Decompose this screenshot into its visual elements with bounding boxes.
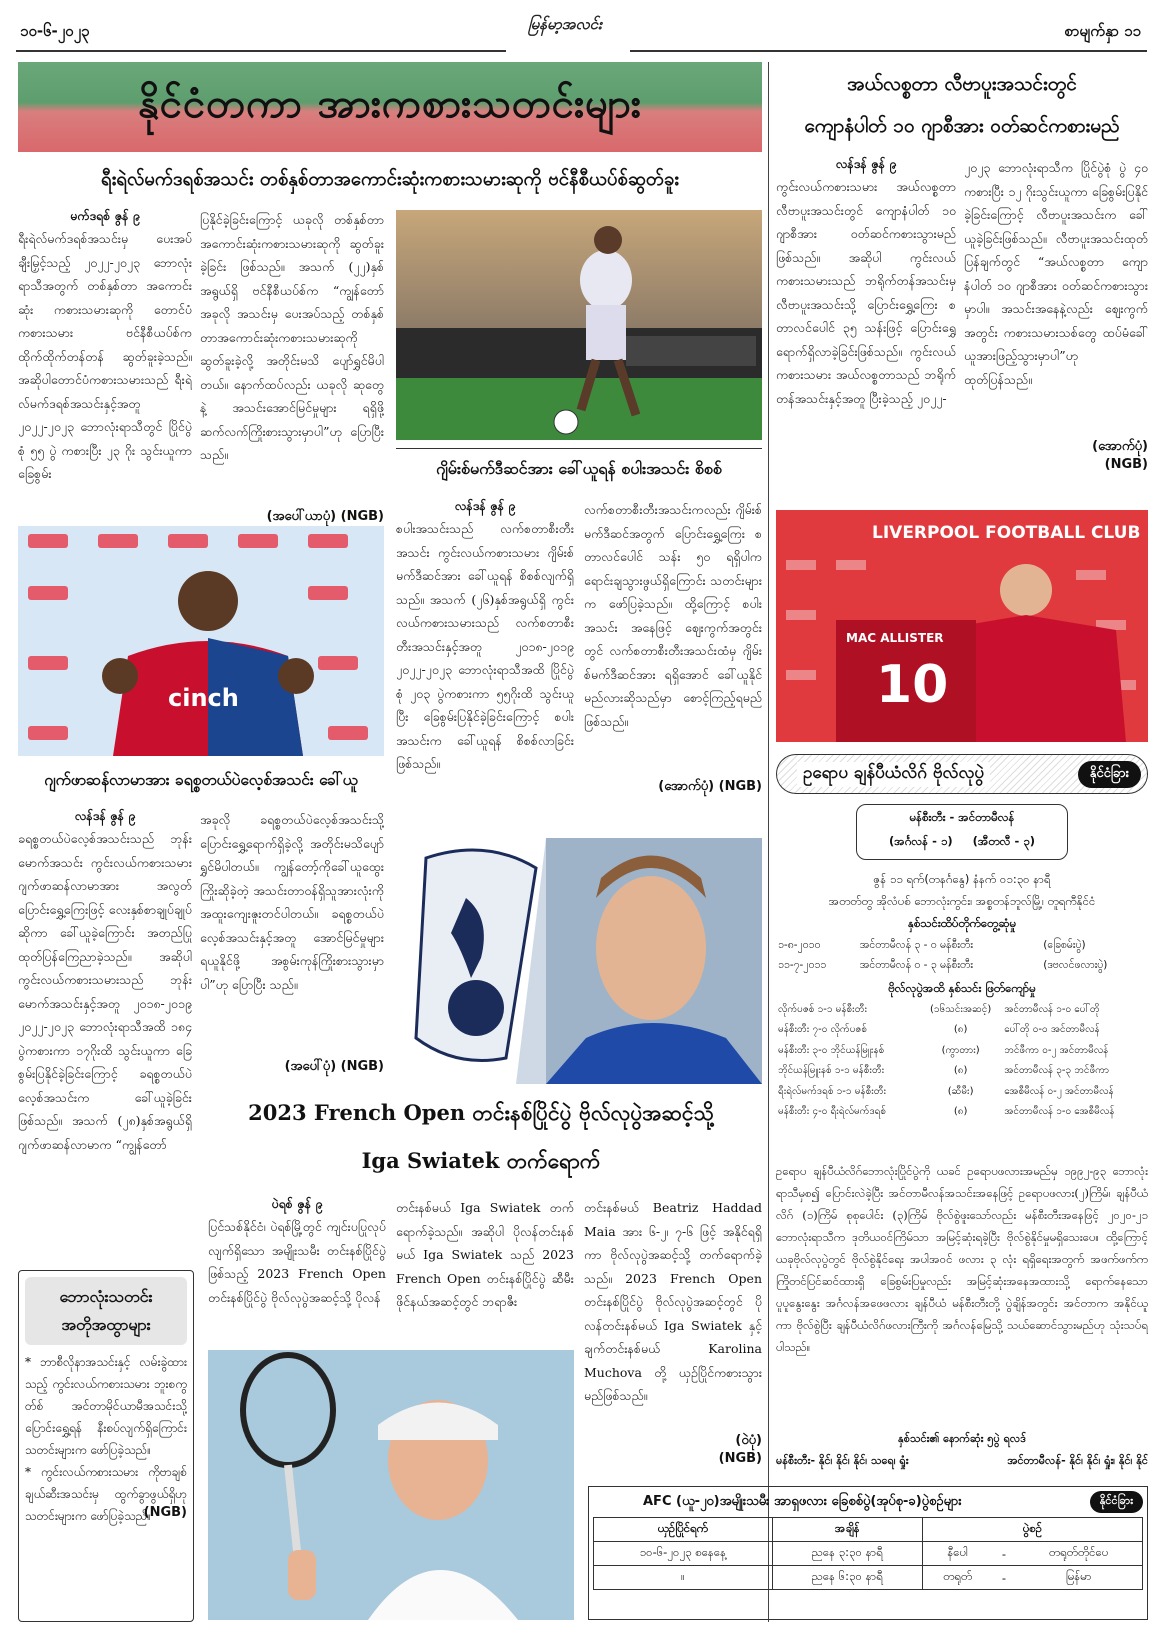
briefs-heading-line1: ဘောလုံးသတင်း [59,1287,153,1306]
path-right: ပေါ်တို ၀-၀ အင်တာမီလန် [1004,1024,1100,1036]
path-left: ဘိုင်ယန်မြူးနစ် ၁-၁ မန်စီးတီး [778,1065,885,1077]
h2h-date: ၁-၈-၂၀၁၀ [778,938,821,951]
story4-column-1 [208,1196,386,1335]
path-left: မန်စီးတီး ၄-၀ ရီးရဲလ်မက်ဒရစ် [778,1106,887,1118]
afc-time: ညနေ ၆:၃၀ နာရီ [772,1566,922,1590]
afc-date: ။ [594,1566,773,1590]
ucl-form-title: နှစ်သင်း၏ နောက်ဆုံး ၅ပွဲ ရလဒ် [898,1432,1026,1445]
afc-time: ညနေ ၃:၃၀ နာရီ [772,1542,922,1566]
afc-col-time: အချိန် [772,1518,922,1542]
path-left: လိုက်ပဇစ် ၁-၁ မန်စီးတီး [778,1003,867,1015]
story3-text-1: ခရစ္စတယ်ပဲလေ့စ်အသင်းသည် ဘုန်းမောက်အသင်း ကွင်းလယ်ကစားသမား ဂျက်ဖာဆန်လာမာအား အလွတ်ပြောင်းရွှေ့ကြေးဖြင့် လေးနှစ်စာချုပ်ချုပ်ဆိုကာ ခေါ်ယူခဲ့ကြောင်း အတည်ပြုထုတ်ပြန်ကြေညာခဲ့သည်။ အဆိုပါ ကွင်းလယ်ကစားသမားသည် ဘုန်းမောက်အသင်းနှင့်အတူ ၂၀၁၈-၂၀၁၉ ၂၀၂၂-၂၀၂၃ ဘောလုံးရာသီအထိ ၁၈၄ ပွဲကစားကာ ၁၇ဂိုးထိ သွင်းယူကာ ခြေစွမ်းပြနိုင်ခဲ့ခြင်းကြောင့် ခရစ္စတယ်ပဲလေ့စ်အသင်းက ခေါ်ယူခဲ့ခြင်းဖြစ်သည်။ အသက် (၂၈)နှစ်အရွယ်ရှိ ဂျက်ဖာဆန်လာမာက “ကျွန်တော် [18,831,192,1152]
story5-text-1: ကွင်းလယ်ကစားသမား အယ်လစ္စတာ လီဗာပူးအသင်းတွင် ကျောနံပါတ် ၁၀ ဂျာစီအား ဝတ်ဆင်ကစားသွားမည်ဖြစ်သည်။ အဆိုပါ ကွင်းလယ်ကစားသမားသည် ဘရိုက်တန်အသင်းမှ လီဗာပူးအသင်းသို့ ပြောင်းရွှေ့ကြေး စတာလင်ပေါင် ၃၅ သန်းဖြင့် ပြောင်းရွှေ့ရောက်ရှိလာခဲ့ခြင်းဖြစ်သည်။ ကွင်းလယ်ကစားသမား အယ်လစ္စတာသည် ဘရိုက်တန်အသင်းနှင့်အတူ ပြီးခဲ့သည့် ၂၀၂၂- [776,179,956,406]
story5-dateline: လန်ဒန် ဇွန် ၉ [835,156,897,171]
path-right: အင်တာမီလန် ၁-၀ ပေါ်တို [1004,1003,1100,1015]
page-date: ၁၀-၆-၂၀၂၃ [20,22,90,40]
story3-text-2: အခုလို ခရစ္စတယ်ပဲလေ့စ်အသင်းသို့ ပြောင်းရွှေ့ရောက်ရှိခဲ့လို့ အတိုင်းမသိပျော်ရွှင်မိပါတယ်။ ကျွန်တော့်ကိုခေါ်ယူထွေး ကြိုးဆိုခဲ့တဲ့ အသင်းတာဝန်ရှိသူအားလုံးကို အထူးကျေးဇူးတင်ပါတယ်။ ခရစ္စတယ်ပဲလေ့စ်အသင်းနှင့်အတူ အောင်မြင်မှုများရယူနိုင်ဖို့ အစွမ်းကုန်ကြိုးစားသွားမှာပါ”ဟု ပြောပြီး သည်။ [200,812,384,992]
svg-text:cinch: cinch [168,684,239,712]
shirt-number: 10 [876,655,949,715]
briefs-byline: (NGB) [143,1505,187,1520]
afc-vs: - [993,1542,1016,1566]
table-row [594,1542,1143,1566]
ucl-title-bar [776,754,1148,794]
photo-vinicius [396,210,762,440]
photo-lerma-art [18,526,384,756]
story1-column-1 [18,208,192,532]
path-stage: (၈) [953,1065,968,1077]
ucl-venue-line2: အတတ်တွ အိုလံပစ် ဘောလုံးကွင်း၊ အစ္စတန်ဘူလ်မြို့၊ တူရကီနိုင်ငံ [828,894,1096,908]
path-row [776,1081,1148,1102]
ucl-formation-b: (အီတလီ - ၃) [972,834,1035,848]
h2h-note: (ဒဗလင်ဖလားပွဲ) [1043,959,1108,972]
ucl-badge: နိုင်ငံခြား [1078,761,1141,788]
h2h-date: ၁၁-၇-၂၀၁၁ [778,959,827,972]
path-right: အင်တာမီလန် ၁-၀ အေစီမီလန် [1004,1106,1115,1118]
path-stage: (၁၆သင်းအဆင့်) [930,1003,992,1015]
story1-rule [396,448,762,449]
story2-byline: (အောက်ပုံ) (NGB) [658,779,762,794]
path-stage: (ကွာတား) [941,1044,980,1056]
path-stage: (၈) [953,1024,968,1036]
afc-col-match: ပွဲစဉ် [922,1518,1142,1542]
story2-text-1: စပါးအသင်းသည် လက်စတာစီးတီးအသင်း ကွင်းလယ်ကစားသမား ဂျိမ်းစ်မက်ဒီဆင်အား ခေါ်ယူရန် စိစစ်လျက်ရှိသည်။ အသက် (၂၆)နှစ်အရွယ်ရှိ ကွင်းလယ်ကစားသမားသည် လက်စတာစီးတီးအသင်းနှင့်အတူ ၂၀၁၈-၂၀၁၉ ၂၀၂၂-၂၀၂၃ ဘောလုံးရာသီအထိ ပြိုင်ပွဲစုံ ၂၀၃ ပွဲကစားကာ ၅၅ဂိုးထိ သွင်းယူပြီး ခြေစွမ်းပြနိုင်ခဲ့ခြင်းကြောင့် စပါးအသင်းက ခေါ်ယူရန် စိစစ်လာခြင်းဖြစ်သည်။ [396,521,574,771]
story4-column-2 [396,1196,574,1341]
story2-dateline: လန်ဒန် ဇွန် ၉ [454,498,516,513]
story4-column-3 [584,1196,762,1466]
afc-col-date: ယှဉ်ပြိုင်ရက် [594,1518,773,1542]
story4-headline-a: 2023 French Open တင်းနစ်ပြိုင်ပွဲ ဗိုလ်လုပွဲအဆင့်သို့ [248,1100,714,1125]
path-stage: (ဆီမီး) [947,1085,974,1097]
story1-dateline: မက်ဒရစ် ဇွန် ၉ [70,208,140,223]
story1-column-2 [200,208,384,527]
h2h-note: (ခြေစမ်းပွဲ) [1043,938,1086,951]
path-row [776,1040,1148,1061]
shirt-name: MAC ALLISTER [846,631,944,645]
ucl-h2h-table [776,936,1148,1122]
photo-maddison [396,838,762,1084]
photo-swiatek [208,1350,574,1620]
path-right: ဘင်ဖီကာ ၀-၂ အင်တာမီလန် [1004,1044,1109,1056]
story3-headline: ဂျက်ဖာဆန်လာမာအား ခရစ္စတယ်ပဲလေ့စ်အသင်း ခေါ်ယူ [44,771,358,789]
afc-home: နီပေါ [922,1542,992,1566]
story4-byline-b: (NGB) [718,1451,762,1466]
afc-header [593,1491,1143,1513]
header-rule-right [630,50,1147,52]
afc-home: တရုတ် [922,1566,992,1590]
briefs-heading [25,1277,187,1345]
path-right: အင်တာမီလန် ၃-၃ ဘင်ဖီကာ [1004,1065,1110,1077]
ucl-teams-box [856,804,1068,860]
ucl-form-a: မန်စီးတီး- နိုင်၊ နိုင်၊ နိုင်၊ သရေ၊ ရှုံး [776,1454,909,1467]
briefs-heading-line2: အတိုအထွာများ [61,1315,151,1334]
path-left: မန်စီးတီး ၃-၀ ဘိုင်ယန်မြူးနစ် [778,1044,885,1056]
story1-text-1: ရီးရဲလ်မက်ဒရစ်အသင်းမှ ပေးအပ်ချီးမြှင့်သည့် ၂၀၂၂-၂၀၂၃ ဘောလုံးရာသီအတွက် တစ်နှစ်တာ အကောင်းဆုံး ကစားသမားဆုကို တောင်ပံကစားသမား ဗင်နီစီယပ်စ်က ထိုက်ထိုက်တန်တန် ဆွတ်ခူးခဲ့သည်။ အဆိုပါတောင်ပံကစားသမားသည် ရီးရဲလ်မက်ဒရစ်အသင်းနှင့်အတူ ၂၀၂၂-၂၀၂၃ ဘောလုံးရာသီတွင် ပြိုင်ပွဲစုံ ၅၅ ပွဲ ကစားပြီး ၂၃ ဂိုး သွင်းယူကာ ခြေစွမ်း [18,231,192,481]
column-divider-main [768,62,769,1622]
ucl-formation [857,829,1067,853]
story4-text-2: တင်းနစ်မယ် Iga Swiatek တက်ရောက်ခဲ့သည်။ အဆိုပါ ပိုလန်တင်းနစ်မယ် Iga Swiatek သည် 2023 French Open တင်းနစ်ပြိုင်ပွဲ ဆီမီးဖိုင်နယ်အဆင့်တွင် ဘရာဇီး [396,1200,574,1309]
brief-item-1: * ဘာစီလိုနာအသင်းနှင့် လမ်းခွဲထားသည့် ကွင်းလယ်ကစားသမား ဘူးစကွတ်စ် အင်တာမိုင်ယာမီအသင်းသို့ ပြောင်းရွှေ့ရန် နီးစပ်လျက်ရှိကြောင်း သတင်းများက ဖော်ပြခဲ့သည်။ [25,1355,187,1457]
board-text: LIVERPOOL FOOTBALL CLUB [872,523,1141,543]
photo-macallister-art [776,510,1148,742]
story3-byline: (အပေါ်ပုံ) (NGB) [284,1059,384,1074]
path-row [776,999,1148,1020]
page-number: စာမျက်နှာ ၁၁ [1064,22,1141,40]
story2-headline: ဂျိမ်းစ်မက်ဒီဆင်အား ခေါ်ယူရန် စပါးအသင်း စိစစ် [436,459,722,478]
story5-headline-b: ကျောနံပါတ် ၁၀ ဂျာစီအား ဝတ်ဆင်ကစားမည် [804,115,1120,137]
ucl-title: ဥရောပ ချန်ပီယံလိဂ် ဗိုလ်လုပွဲ [797,762,990,787]
afc-title: AFC (ယူ-၂၀)အမျိုးသမီး အာရှဖလား ခြေစစ်ပွဲ(အုပ်စု-ခ)ပွဲစဉ်များ [643,1493,962,1509]
path-right: အေစီမီလန် ၀-၂ အင်တာမီလန် [1004,1085,1114,1097]
h2h-result: အင်တာမီလန် ၀ - ၃ မန်စီးတီး [859,959,973,972]
ucl-venue-line1: ဇွန် ၁၁ ရက်(တနင်္ဂနွေ) နံနက် ၀၁:၃၀ နာရီ [873,872,1051,886]
ucl-form [776,1428,1148,1472]
ucl-form-b: အင်တာမီလန်- နိုင်၊ နိုင်၊ ရှုံး၊ နိုင်၊ နိုင် [1007,1454,1148,1467]
afc-date: ၁၀-၆-၂၀၂၃ စနေနေ့ [594,1542,773,1566]
h2h-row [776,936,1148,957]
story2-column-1 [396,498,574,817]
photo-macallister [776,510,1148,742]
story3-column-2 [200,808,384,1077]
path-left: မန်စီးတီး ၇-၀ လိုက်ပဇစ် [778,1024,867,1036]
story5-column-2 [964,156,1148,472]
story5-byline-a: (အောက်ပုံ) [1092,439,1148,454]
briefs-box [18,1270,194,1622]
story5-headline-a: အယ်လစ္စတာ လီဗာပူးအသင်းတွင် [847,73,1077,95]
afc-vs: - [993,1566,1016,1590]
afc-header-row [594,1518,1143,1542]
story3-column-1 [18,808,192,1272]
photo-swiatek-art [208,1350,574,1620]
path-row [776,1102,1148,1123]
ucl-formation-a: (အင်္ဂလန် - ၁) [889,834,953,848]
masthead-logo [510,14,620,48]
ucl-form-row [776,1450,1148,1472]
afc-badge: နိုင်ငံခြား [1090,1491,1143,1513]
photo-vinicius-art [396,210,762,440]
story1-headline: ရီးရဲလ်မက်ဒရစ်အသင်း တစ်နှစ်တာအကောင်းဆုံးကစားသမားဆုကို ဗင်နီစီယပ်စ်ဆွတ်ခူး [101,169,679,190]
ucl-teams: မန်စီးတီး - အင်တာမီလန် [909,810,1015,824]
story1-byline: (အပေါ်ယာပုံ) (NGB) [266,509,384,524]
story4-headline-b: Iga Swiatek တက်ရောက် [361,1148,601,1173]
afc-away: တရုတ်တိုင်ပေ [1015,1542,1142,1566]
brief-item-2: * ကွင်းလယ်ကစားသမား ကိုဗာချစ် ချယ်ဆီးအသင်းမှ ထွက်ခွာဖွယ်ရှိဟု သတင်းများက ဖော်ပြခဲ့သည်။ [25,1465,187,1523]
photo-lerma [18,526,384,756]
path-row [776,1020,1148,1041]
story5-text-2: ၂၀၂၃ ဘောလုံးရာသီက ပြိုင်ပွဲစုံ ပွဲ ၄၀ ကစားပြီး ၁၂ ဂိုးသွင်းယူကာ ခြေစွမ်းပြနိုင်ခဲ့ခြင်းကြောင့် လီဗာပူးအသင်းက ခေါ်ယူခဲ့ခြင်းဖြစ်သည်။ လီဗာပူးအသင်းထုတ်ပြန်ချက်တွင် “အယ်လစ္စတာ ကျောနံပါတ် ၁၀ ဂျာစီအား ဝတ်ဆင်ကစားသွားမှာပါ။ အသင်းအနေနဲ့လည်း ဈေးကွက်အတွင်း ကစားသမားသစ်တွေ ထပ်မံခေါ်ယူအားဖြည့်သွားမှာပါ”ဟု ထုတ်ပြန်သည်။ [964,160,1148,387]
path-stage: (၈) [953,1106,968,1118]
banner-title: နိုင်ငံတကာ အားကစားသတင်းများ [138,80,642,127]
afc-table [593,1517,1143,1590]
h2h-row [776,957,1148,978]
photo-maddison-art [396,838,762,1084]
story3-dateline: လန်ဒန် ဇွန် ၉ [74,808,136,823]
story4-byline-a: (ဝဲပုံ) [735,1433,762,1448]
ucl-body: ဥရောပ ချန်ပီယံလိဂ်ဘောလုံးပြိုင်ပွဲကို ယခင် ဥရောပဖလားအမည်မှ ၁၉၉၂-၉၃ ဘောလုံးရာသီမှစ၍ ပြောင်းလဲခဲ့ပြီး အင်တာမီလန်အသင်းအနေဖြင့် ဥရောပဖလား(၂)ကြိမ်၊ ချန်ပီယံလိဂ် (၁)ကြိမ် စုစုပေါင်း (၃)ကြိမ် ဗိုလ်စွဲဖူးသော်လည်း မန်စီးတီးအနေဖြင့် ၂၀၂၀-၂၁ ဘောလုံးရာသီက ဒုတိယဝင်ကြိမ်သာ အမြင့်ဆုံးရခဲ့ပြီး ဗိုလ်စွဲနိုင်မှုမရှိသေးပေ။ ထို့ကြောင့် ယခုဗိုလ်လုပွဲတွင် ဗိုလ်စွဲနိုင်ရေး အပါအဝင် ဖလား ၃ လုံး ရရှိရေးအတွက် အဖက်ဖက်က ကြိုတင်ပြင်ဆင်ထားရှိ ခြေစွမ်းပြမှုလည်း အမြင့်ဆုံးအနေအထားသို့ ရောက်နေသော ပူပူနွေးနွေး အင်္ဂလန်အဖေဖလား ချန်ပီယံ မန်စီးတီးတို့ ပွဲချိန်အတွင်း အင်တာက အနိုင်ယူကာ ဗိုလ်စွဲပြီး ချန်ပီယံလိဂ်ဖလားကြီးကို အင်္ဂလန်မြေသို့ သယ်ဆောင်သွားမည်ဟု သုံးသပ်ရပါသည်။ [776,1164,1148,1354]
story2-text-2: လက်စတာစီးတီးအသင်းကလည်း ဂျိမ်းစ်မက်ဒီဆင်အတွက် ပြောင်းရွှေ့ကြေး စတာလင်ပေါင် သန်း ၅၀ ရရှိပါက ရောင်းချသွားဖွယ်ရှိကြောင်း သတင်းများက ဖော်ပြခဲ့သည်။ ထို့ကြောင့် စပါးအသင်း အနေဖြင့် ဈေးကွက်အတွင်းတွင် လက်စတာစီးတီးအသင်းထံမှ ဂျိမ်းစ်မက်ဒီဆင်အား ရရှိအောင် ခေါ်ယူနိုင်မည်လားဆိုသည်မှာ စောင့်ကြည့်ရမည်ဖြစ်သည်။ [584,502,762,729]
story4-dateline: ပဲရစ် ဇွန် ၉ [271,1196,323,1211]
path-left: ရီးရဲလ်မက်ဒရစ် ၁-၁ မန်စီးတီး [778,1085,887,1097]
section-banner [18,62,762,152]
ucl-h2h-title: နှစ်သင်းထိပ်တိုက်တွေ့ဆုံမှု [907,916,1017,930]
h2h-result: အင်တာမီလန် ၃ - ၀ မန်စီးတီး [859,938,973,951]
header-rule-left [16,50,506,52]
ucl-path-title: ဗိုလ်လုပွဲအထိ နှစ်သင်း ဖြတ်ကျော်မှု [888,981,1036,995]
table-row [594,1566,1143,1590]
story4-text-1: ပြင်သစ်နိုင်ငံ၊ ပဲရစ်မြို့တွင် ကျင်းပပြုလုပ်လျက်ရှိသော အမျိုးသမီး တင်းနစ်ပြိုင်ပွဲဖြစ်သည့် 2023 French Open တင်းနစ်ပြိုင်ပွဲ ဗိုလ်လုပွဲအဆင့်သို့ ပိုလန် [208,1219,386,1305]
story2-column-2 [584,498,762,797]
story5-byline-b: (NGB) [1104,457,1148,472]
story5-column-1 [776,156,956,495]
story4-text-3: တင်းနစ်မယ် Beatriz Haddad Maia အား ၆-၂၊ ၇-၆ ဖြင့် အနိုင်ရရှိကာ ဗိုလ်လုပွဲအဆင့်သို့ တက်ရောက်ခဲ့သည်။ 2023 French Open တင်းနစ်ပြိုင်ပွဲ ဗိုလ်လုပွဲအဆင့်တွင် ပိုလန်တင်းနစ်မယ် Iga Swiatek နှင့် ချက်တင်းနစ်မယ် Karolina Muchova တို့ ယှဉ်ပြိုင်ကစားသွားမည်ဖြစ်သည်။ [584,1200,762,1403]
story1-text-2: ပြနိုင်ခဲ့ခြင်းကြောင့် ယခုလို တစ်နှစ်တာအကောင်းဆုံးကစားသမားဆုကို ဆွတ်ခူးခဲ့ခြင်း ဖြစ်သည်။ အသက် (၂၂)နှစ်အရွယ်ရှိ ဗင်နီစီယပ်စ်က “ကျွန်တော် အခုလို အသင်းမှ ပေးအပ်သည့် တစ်နှစ်တာအကောင်းဆုံးကစားသမားဆုကို ဆွတ်ခူးခဲ့လို့ အတိုင်းမသိ ပျော်ရွှင်မိပါတယ်။ နောက်ထပ်လည်း ယခုလို ဆုတွေနဲ့ အသင်းအောင်မြင်မှုများ ရရှိဖို့ ဆက်လက်ကြိုးစားသွားမှာပါ”ဟု ပြောပြီး သည်။ [200,212,384,462]
ucl-venue [776,868,1148,934]
afc-away: မြန်မာ [1015,1566,1142,1590]
masthead-text: မြန်မာ့အလင်း [528,15,602,33]
afc-box [588,1486,1148,1620]
path-row [776,1061,1148,1082]
